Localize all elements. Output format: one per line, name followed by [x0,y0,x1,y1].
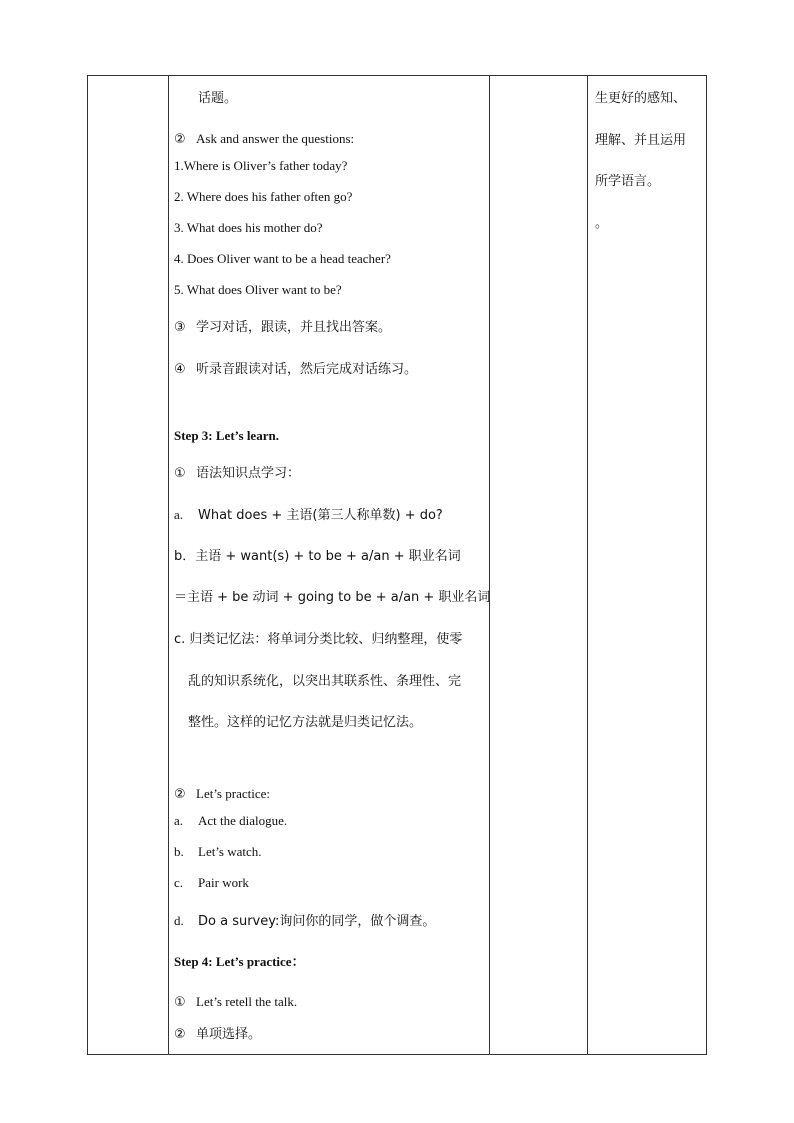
question-3: 3. What does his mother do? [174,220,323,235]
circled-number: ② [174,1027,186,1042]
practice-item-d-text: Do a survey:询问你的同学，做个调查。 [198,914,436,929]
retell-text: Let’s retell the talk. [196,994,298,1009]
practice-item-d [174,913,435,930]
grammar-text: 语法知识点学习： [196,466,301,481]
question-2: 2. Where does his father often go? [174,189,353,204]
lesson-plan-table [87,75,707,1055]
intent-line-4: 。 [595,216,609,231]
practice-item-c-text: Pair work [198,875,249,890]
practice-item-c [174,875,249,891]
listen-repeat-line [174,362,417,378]
step-3-heading: Step 3: Let’s learn. [174,428,279,443]
question-4: 4. Does Oliver want to be a head teacher? [174,251,391,266]
item-label: c. [174,875,184,890]
learn-dialogue-text: 学习对话，跟读，并且找出答案。 [196,320,392,335]
grammar-point-c-line-3: 整性。这样的记忆方法就是归类记忆法。 [188,715,423,730]
ask-answer-line [174,131,354,148]
intent-line-1: 生更好的感知、 [595,91,687,106]
multiple-choice-line [174,1027,261,1043]
learn-dialogue-line [174,320,391,336]
circled-number: ① [174,995,186,1010]
multiple-choice-text: 单项选择。 [196,1027,262,1042]
item-label: b. [174,844,184,859]
column-divider-1 [168,76,169,1054]
practice-item-a [174,813,287,829]
practice-item-b [174,844,262,860]
item-label: a. [174,507,184,522]
practice-item-a-text: Act the dialogue. [198,813,288,828]
intent-line-2: 理解、并且运用 [595,133,687,148]
column-divider-2 [489,76,490,1054]
retell-line [174,994,297,1011]
circled-number: ③ [174,320,186,335]
practice-text: Let’s practice: [196,786,270,801]
grammar-point-a-text: What does + 主语(第三人称单数) + do? [198,508,443,523]
grammar-line [174,466,300,482]
intent-line-3: 所学语言。 [595,174,661,189]
question-5: 5. What does Oliver want to be? [174,282,342,297]
circled-number: ② [174,787,186,802]
circled-number: ② [174,132,186,147]
question-1: 1.Where is Oliver’s father today? [174,158,348,173]
listen-repeat-text: 听录音跟读对话，然后完成对话练习。 [196,362,418,377]
grammar-point-b-equiv: ＝主语 + be 动词 + going to be + a/an + 职业名词 [174,590,491,605]
item-label: a. [174,813,184,828]
column-divider-3 [587,76,588,1054]
ask-answer-text: Ask and answer the questions: [196,131,355,146]
grammar-point-b: b．主语 + want(s) + to be + a/an + 职业名词 [174,549,461,564]
practice-line [174,786,270,803]
circled-number: ① [174,466,186,481]
grammar-point-c-line-2: 乱的知识系统化，以突出其联系性、条理性、完 [188,674,462,689]
practice-item-b-text: Let’s watch. [198,844,262,859]
step-4-heading: Step 4: Let’s practice： [174,954,305,969]
grammar-point-a [174,507,443,524]
grammar-point-c-line-1: c. 归类记忆法：将单词分类比较、归纳整理，使零 [174,632,463,647]
circled-number: ④ [174,362,186,377]
topic-line: 话题。 [198,91,238,106]
item-label: d. [174,913,184,928]
